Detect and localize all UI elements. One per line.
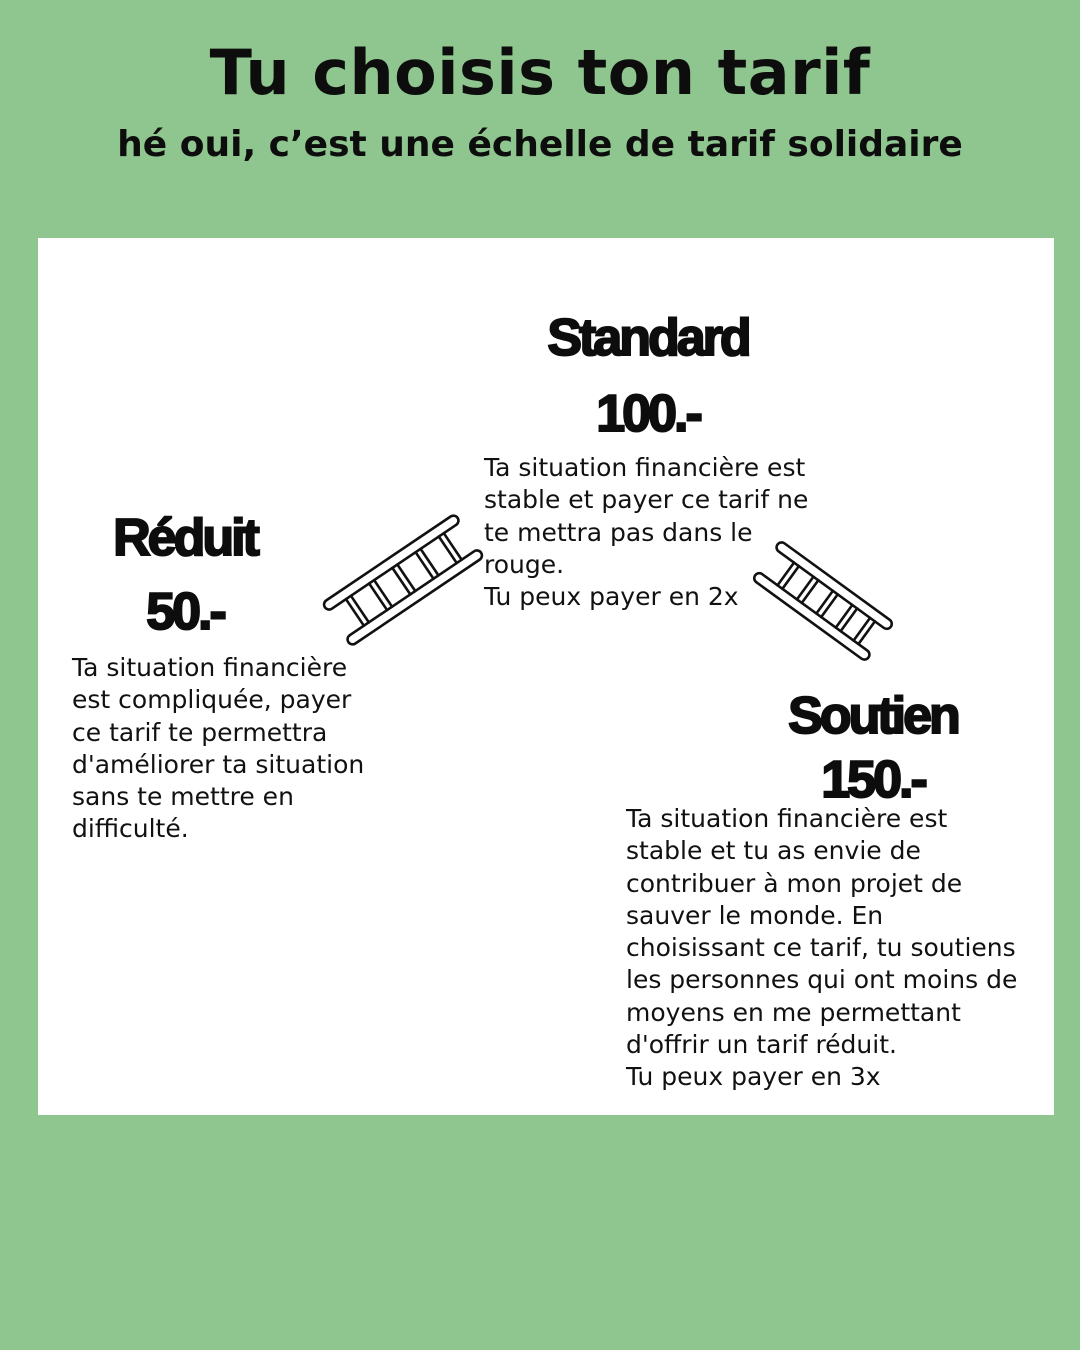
tier-name: Réduit xyxy=(113,509,257,567)
tier-name: Standard xyxy=(547,309,749,367)
ladder-icon xyxy=(748,536,898,666)
page-subtitle: hé oui, c’est une échelle de tarif solidaire xyxy=(117,124,963,165)
tier-price: 150.- xyxy=(821,751,925,809)
ladder-icon xyxy=(313,510,493,650)
tier-description: Ta situation financière est stable et tu as envie de contribuer à mon projet de sauver le monde. En choisissant ce tarif, tu soutiens les personnes qui ont moins de moyens en me permettant d'offrir un tarif réduit. Tu peux payer en 3x xyxy=(626,804,1018,1092)
tier-price: 100.- xyxy=(596,385,700,443)
pricing-card xyxy=(38,238,1054,1115)
tier-price: 50.- xyxy=(146,583,224,641)
tier-description: Ta situation financière est compliquée, payer ce tarif te permettra d'améliorer ta situation sans te mettre en difficulté. xyxy=(72,653,365,844)
tier-description: Ta situation financière est stable et payer ce tarif ne te mettra pas dans le rouge. Tu peux payer en 2x xyxy=(484,453,809,612)
tier-name: Soutien xyxy=(788,687,958,745)
page-title: Tu choisis ton tarif xyxy=(209,36,871,109)
